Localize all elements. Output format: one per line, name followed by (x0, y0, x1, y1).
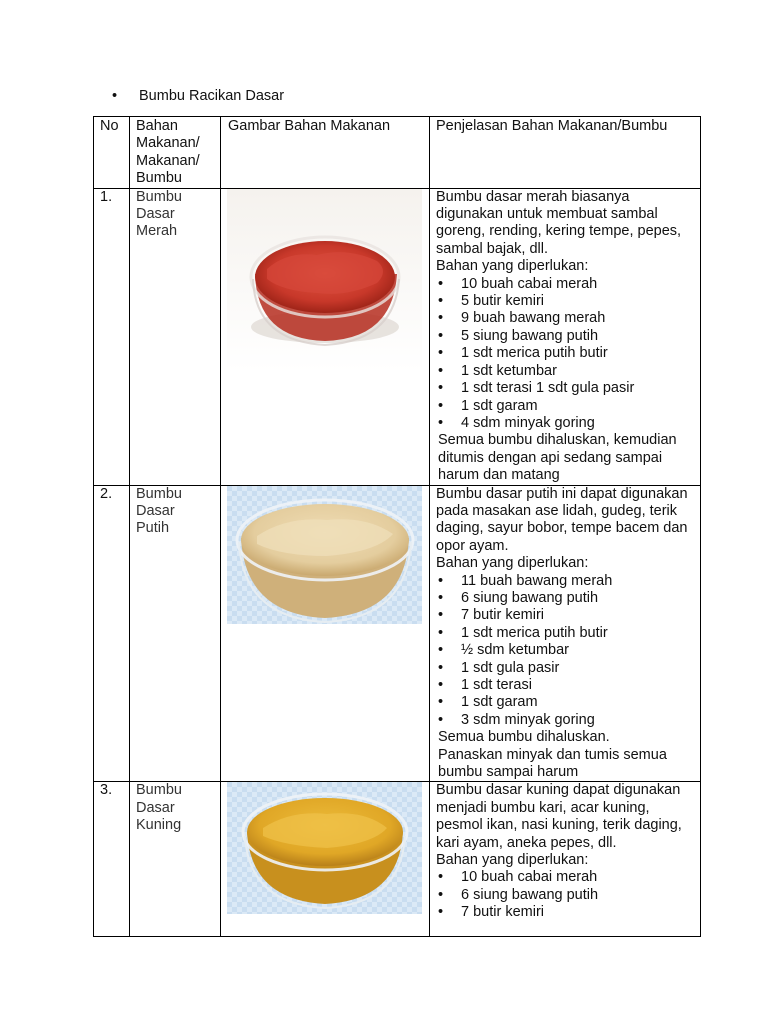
header-name: Bahan Makanan/ Makanan/ Bumbu (130, 117, 221, 189)
ingredient-list (436, 869, 696, 921)
list-item: • 5 siung bawang putih (436, 328, 696, 345)
red-paste-image (227, 189, 422, 372)
row-name: Bumbu Dasar Putih (130, 485, 221, 782)
list-item: • 1 sdt ketumbar (436, 363, 696, 380)
instruction-note: Semua bumbu dihaluskan. (438, 729, 610, 746)
list-item: • 1 sdt garam (436, 398, 696, 415)
bullet-icon: • (112, 88, 118, 104)
list-item: • ½ sdm ketumbar (436, 642, 696, 659)
table-header-row (94, 117, 701, 189)
list-item: • 7 butir kemiri (436, 904, 696, 921)
list-item: • 1 sdt garam (436, 694, 696, 711)
row-description: Bumbu dasar merah biasanya digunakan untuk membuat sambal goreng, rending, kering tempe, pepes, sambal bajak, dll. Bahan yang diperlukan: • 10 buah cabai merah • 5 butir kemiri • 9 buah bawang merah • 5 siung bawang putih • 1 sdt merica putih butir • 1 sdt ketumbar • 1 sdt terasi 1 sdt gula pasir • 1 sdt garam • 4 sdm minyak goring Semua bumbu dihaluskan, kemudian ditumis dengan api sedang sampai harum dan matang (430, 188, 701, 485)
list-item: • 1 sdt gula pasir (436, 660, 696, 677)
list-item: • 11 buah bawang merah (436, 573, 696, 590)
list-item: • 7 butir kemiri (436, 607, 696, 624)
ingredient-list (436, 573, 696, 730)
list-item: • 5 butir kemiri (436, 293, 696, 310)
list-item: • 1 sdt terasi (436, 677, 696, 694)
row-description: Bumbu dasar putih ini dapat digunakan pada masakan ase lidah, gudeg, terik daging, sayur bobor, tempe bacem dan opor ayam. Bahan yang diperlukan: • 11 buah bawang merah • 6 siung bawang putih • 7 butir kemiri • 1 sdt merica putih butir • ½ sdm ketumbar • 1 sdt gula pasir • 1 sdt terasi • 1 sdt garam • 3 sdm minyak goring Semua bumbu dihaluskan. Panaskan minyak dan tumis semua bumbu sampai harum (430, 485, 701, 782)
header-desc: Penjelasan Bahan Makanan/Bumbu (430, 117, 701, 189)
list-item: • 1 sdt merica putih butir (436, 625, 696, 642)
list-item: • 10 buah cabai merah (436, 869, 696, 886)
seasoning-table (93, 116, 701, 937)
list-item: • 4 sdm minyak goring (436, 415, 696, 432)
row-name: Bumbu Dasar Kuning (130, 782, 221, 937)
heading-text: Bumbu Racikan Dasar (139, 88, 285, 104)
list-item: • 1 sdt merica putih butir (436, 345, 696, 362)
list-item: • 6 siung bawang putih (436, 887, 696, 904)
header-no: No (94, 117, 130, 189)
list-item: • 10 buah cabai merah (436, 276, 696, 293)
row-image-cell (221, 782, 430, 937)
yellow-paste-image (227, 782, 422, 914)
row-image-cell (221, 485, 430, 782)
table-row (94, 188, 701, 485)
list-item: • 6 siung bawang putih (436, 590, 696, 607)
row-image-cell (221, 188, 430, 485)
row-number: 3. (94, 782, 130, 937)
list-item: • 3 sdm minyak goring (436, 712, 696, 729)
row-number: 2. (94, 485, 130, 782)
table-row (94, 485, 701, 782)
header-image: Gambar Bahan Makanan (221, 117, 430, 189)
row-name: Bumbu Dasar Merah (130, 188, 221, 485)
row-number: 1. (94, 188, 130, 485)
instruction-note: Panaskan minyak dan tumis semua bumbu sampai harum (438, 746, 667, 781)
row-description: Bumbu dasar kuning dapat digunakan menjadi bumbu kari, acar kuning, pesmol ikan, nasi kuning, terik daging, kari ayam, aneka pepes, dll. Bahan yang diperlukan: • 10 buah cabai merah • 6 siung bawang putih • 7 butir kemiri (430, 782, 701, 937)
list-item: • 1 sdt terasi 1 sdt gula pasir (436, 380, 696, 397)
white-paste-image (227, 486, 422, 624)
ingredient-list (436, 276, 696, 433)
table-row (94, 782, 701, 937)
section-heading (112, 87, 284, 105)
instruction-note: Semua bumbu dihaluskan, kemudian ditumis dengan api sedang sampai harum dan matang (438, 432, 677, 484)
list-item: • 9 buah bawang merah (436, 310, 696, 327)
